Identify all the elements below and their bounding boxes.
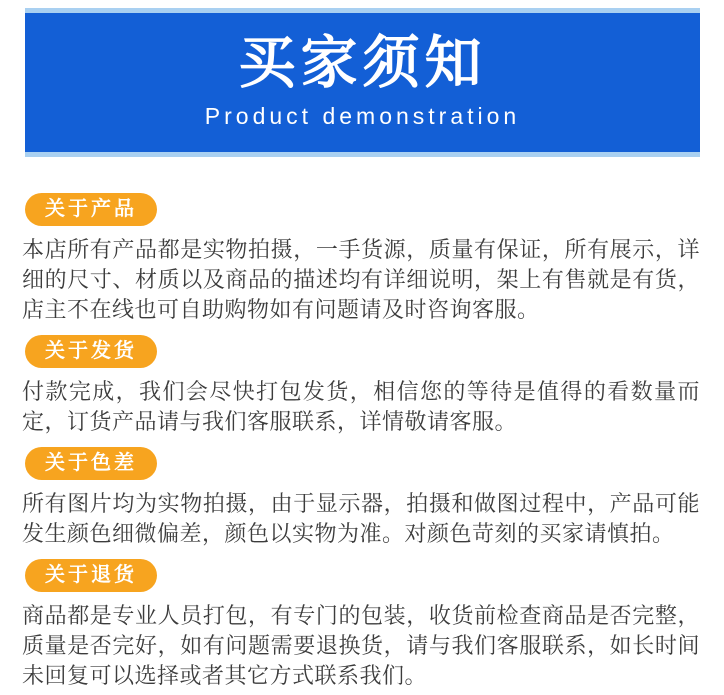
section-about-returns-text: 商品都是专业人员打包，有专门的包装，收货前检查商品是否完整，质量是否完好，如有问题需要退换货，请与我们客服联系，如长时间未回复可以选择或者其它方式联系我们。 xyxy=(22,603,700,688)
buyer-notice-page xyxy=(0,8,724,691)
banner xyxy=(25,8,700,157)
section-about-returns-badge: 关于退货 xyxy=(25,559,157,592)
section-about-shipping-text: 付款完成，我们会尽快打包发货，相信您的等待是值得的看数量而定，订货产品请与我们客服联系，详情敬请客服。 xyxy=(22,379,700,434)
section-about-shipping-badge: 关于发货 xyxy=(25,335,157,368)
section-about-product-text: 本店所有产品都是实物拍摄，一手货源，质量有保证，所有展示，详细的尺寸、材质以及商品的描述均有详细说明，架上有售就是有货，店主不在线也可自助购物如有问题请及时咨询客服。 xyxy=(22,237,700,322)
banner-title: 买家须知 xyxy=(238,31,487,95)
section-about-color-difference-text: 所有图片均为实物拍摄，由于显示器，拍摄和做图过程中，产品可能发生颜色细微偏差，颜色以实物为准。对颜色苛刻的买家请慎拍。 xyxy=(22,491,700,546)
section-about-shipping xyxy=(0,325,724,437)
banner-subtitle: Product demonstration xyxy=(204,103,521,129)
section-about-product xyxy=(0,157,724,325)
section-about-color-difference xyxy=(0,437,724,549)
section-about-color-difference-badge: 关于色差 xyxy=(25,447,157,480)
section-about-returns xyxy=(0,549,724,691)
section-about-product-badge: 关于产品 xyxy=(25,193,157,226)
